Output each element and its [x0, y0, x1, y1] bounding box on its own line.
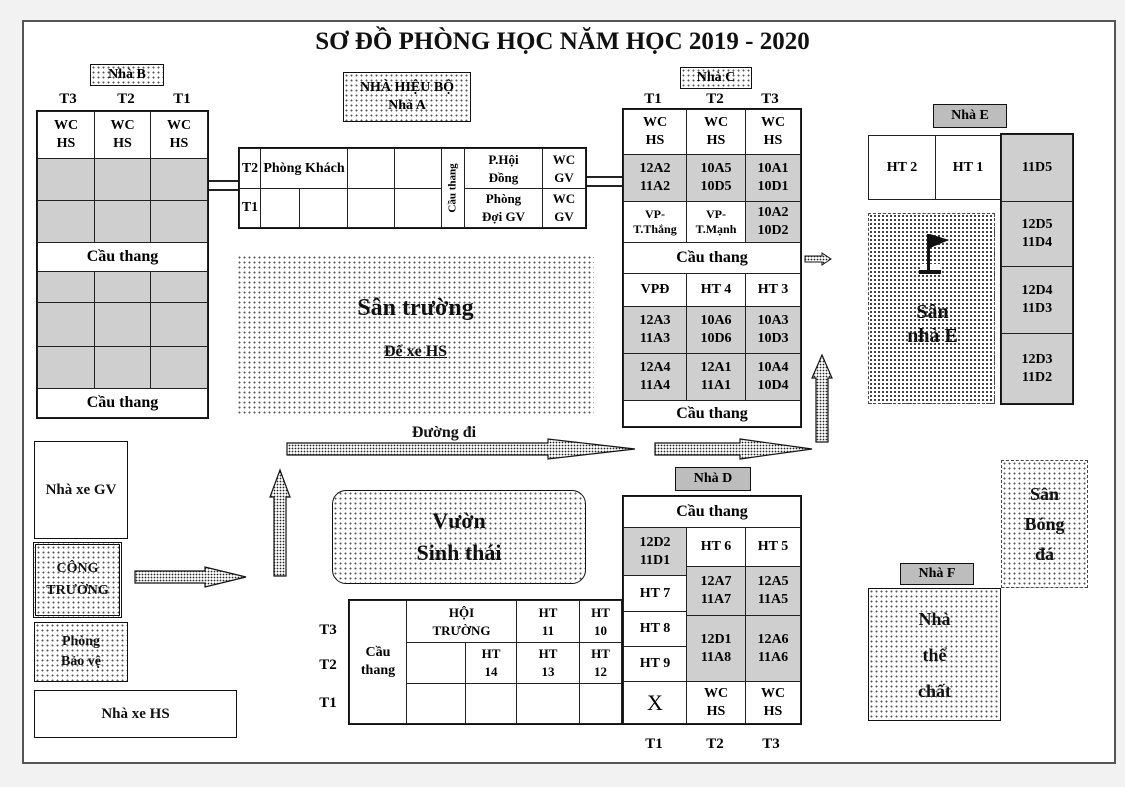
nha-d-room-12d1: 12D1 11A8 — [686, 615, 746, 682]
nha-b-wc-2: WC HS — [94, 111, 151, 159]
nha-d-floor-t3: T3 — [762, 736, 780, 752]
wc-gv-1: WC GV — [542, 148, 586, 189]
phong-khach: Phòng Khách — [260, 148, 348, 189]
ht-block-room — [406, 642, 466, 684]
nha-c-stairs-bottom: Cầu thang — [623, 400, 801, 427]
nha-c-floor-t3: T3 — [761, 91, 779, 107]
nha-a-tag-line2: Nhà A — [388, 98, 426, 113]
nha-f-line1: Nhà — [918, 608, 951, 629]
san-nha-e-line1: Sân — [916, 301, 949, 323]
nha-xe-gv: Nhà xe GV — [34, 441, 128, 539]
nha-d-stairs: Cầu thang — [623, 496, 801, 528]
nha-b-floor-t2: T2 — [117, 91, 135, 107]
nha-xe-hs: Nhà xe HS — [34, 690, 237, 738]
nha-b-stairs-lower: Cầu thang — [37, 388, 208, 418]
nha-d-room-12a6: 12A6 11A6 — [745, 615, 801, 682]
ht-11: HT 11 — [516, 600, 580, 643]
ht-12: HT 12 — [579, 642, 622, 684]
vp-t-thang: VP- T.Thắng — [623, 201, 687, 243]
ht-6: HT 6 — [686, 527, 746, 567]
ht-1: HT 1 — [935, 135, 1001, 200]
ht-block-floor-t3: T3 — [319, 622, 337, 638]
ht-block-floor-t2: T2 — [319, 657, 337, 673]
nha-d-room-12d2: 12D2 11D1 — [623, 527, 687, 576]
nha-c-wc-3: WC HS — [745, 109, 801, 155]
up-arrow-c — [812, 355, 832, 442]
nha-c-room-10a3: 10A3 10D3 — [745, 306, 801, 354]
nha-b-wc-3: WC HS — [150, 111, 208, 159]
cong-truong: CÔNG TRƯỜNG — [33, 542, 122, 618]
san-nha-e-line2: nhà E — [907, 325, 958, 347]
ht-13: HT 13 — [516, 642, 580, 684]
nha-a-stairs-label: Cầu thang — [447, 163, 459, 213]
nha-b-stairs-upper: Cầu thang — [37, 242, 208, 272]
san-bong-da-line1: Sân — [1029, 484, 1060, 504]
nha-c-room-10a6: 10A6 10D6 — [686, 306, 746, 354]
san-truong-title: Sân trường — [357, 295, 474, 321]
san-truong-sub: Để xe HS — [383, 343, 448, 360]
vuon-line2: Sinh thái — [416, 540, 502, 565]
ht-block-room — [579, 683, 622, 724]
road-arrow-2 — [655, 439, 812, 459]
nha-d-wc-2: WC HS — [686, 681, 746, 724]
nha-c-room-12a4: 12A4 11A4 — [623, 353, 687, 401]
road-arrow-1 — [287, 439, 635, 459]
nha-a-floor-t1: T1 — [239, 188, 261, 228]
phong-bao-ve: Phòng Bảo vệ — [34, 622, 128, 682]
nha-d-room-12a7: 12A7 11A7 — [686, 566, 746, 616]
nha-d-wc-3: WC HS — [745, 681, 801, 724]
ht-block-room — [516, 683, 580, 724]
ht-2: HT 2 — [868, 135, 936, 200]
gate-arrow — [135, 567, 246, 587]
nha-e-room-12d3: 12D3 11D2 — [1001, 333, 1073, 404]
ht-block-room — [465, 683, 517, 724]
nha-d-floor-t1: T1 — [645, 736, 663, 752]
nha-b-floor-t1: T1 — [173, 91, 191, 107]
nha-c-wc-2: WC HS — [686, 109, 746, 155]
san-bong-da-line2: Bóng — [1024, 514, 1065, 534]
nha-e-room-12d4: 12D4 11D3 — [1001, 266, 1073, 334]
nha-d-x: X — [623, 681, 687, 724]
ht-14: HT 14 — [465, 642, 517, 684]
nha-c-room-10a5: 10A5 10D5 — [686, 154, 746, 202]
ht-7: HT 7 — [623, 575, 687, 612]
nha-f-building — [868, 588, 1001, 721]
ht-9: HT 9 — [623, 646, 687, 682]
nha-f-tag: Nhà F — [900, 563, 974, 585]
san-bong-da-line3: đá — [1034, 544, 1054, 564]
nha-c-room-12a3: 12A3 11A3 — [623, 306, 687, 354]
nha-b-floor-t3: T3 — [59, 91, 77, 107]
nha-c-stairs-mid: Cầu thang — [623, 242, 801, 274]
nha-c-room-12a2: 12A2 11A2 — [623, 154, 687, 202]
ht-block-floor-t1: T1 — [319, 695, 337, 711]
vuon-line1: Vườn — [432, 508, 486, 533]
nha-c-room-10a1: 10A1 10D1 — [745, 154, 801, 202]
nha-d-building — [622, 495, 802, 725]
nha-e-room-11d5: 11D5 — [1001, 134, 1073, 202]
hoi-truong: HỘI TRƯỜNG — [406, 600, 517, 643]
hoi-truong-block — [348, 599, 623, 725]
up-arrow-left — [270, 470, 290, 576]
ht-5: HT 5 — [745, 527, 801, 567]
duong-di-label: Đường đi — [411, 424, 477, 441]
vp-t-manh: VP- T.Mạnh — [686, 201, 746, 243]
p-hoi-dong: P.Hội Đồng — [464, 148, 543, 189]
nha-c-floor-t1: T1 — [644, 91, 662, 107]
ht-10: HT 10 — [579, 600, 622, 643]
nha-a-tag-line1: NHÀ HIỆU BỘ — [359, 80, 455, 95]
nha-c-room-12a1: 12A1 11A1 — [686, 353, 746, 401]
vpd: VPĐ — [623, 273, 687, 307]
nha-f-line3: chất — [918, 680, 951, 701]
nha-b-wc-1: WC HS — [37, 111, 95, 159]
nha-c-tag: Nhà C — [680, 67, 752, 89]
nha-d-tag: Nhà D — [675, 467, 751, 491]
san-bong-da — [1001, 460, 1088, 588]
ht-8: HT 8 — [623, 611, 687, 647]
small-arrow-e — [805, 253, 831, 265]
nha-e-tag: Nhà E — [933, 104, 1007, 128]
nha-c-room-10a4: 10A4 10D4 — [745, 353, 801, 401]
phong-doi-gv: Phòng Đợi GV — [464, 188, 543, 228]
nha-a-floor-t2: T2 — [239, 148, 261, 189]
ht-3: HT 3 — [745, 273, 801, 307]
nha-f-line2: thể — [922, 644, 947, 665]
nha-c-wc-1: WC HS — [623, 109, 687, 155]
nha-e-room-12d5: 12D5 11D4 — [1001, 201, 1073, 267]
nha-d-floor-t2: T2 — [706, 736, 724, 752]
ht-block-stairs: Cầu thang — [349, 600, 407, 724]
nha-b-tag: Nhà B — [90, 64, 164, 86]
nha-c-room-10a2: 10A2 10D2 — [745, 201, 801, 243]
vuon-sinh-thai — [332, 490, 586, 584]
ht-4: HT 4 — [686, 273, 746, 307]
nha-c-floor-t2: T2 — [706, 91, 724, 107]
nha-d-room-12a5: 12A5 11A5 — [745, 566, 801, 616]
wc-gv-2: WC GV — [542, 188, 586, 228]
page-title: SƠ ĐỒ PHÒNG HỌC NĂM HỌC 2019 - 2020 — [315, 28, 810, 55]
ht-block-room — [406, 683, 466, 724]
